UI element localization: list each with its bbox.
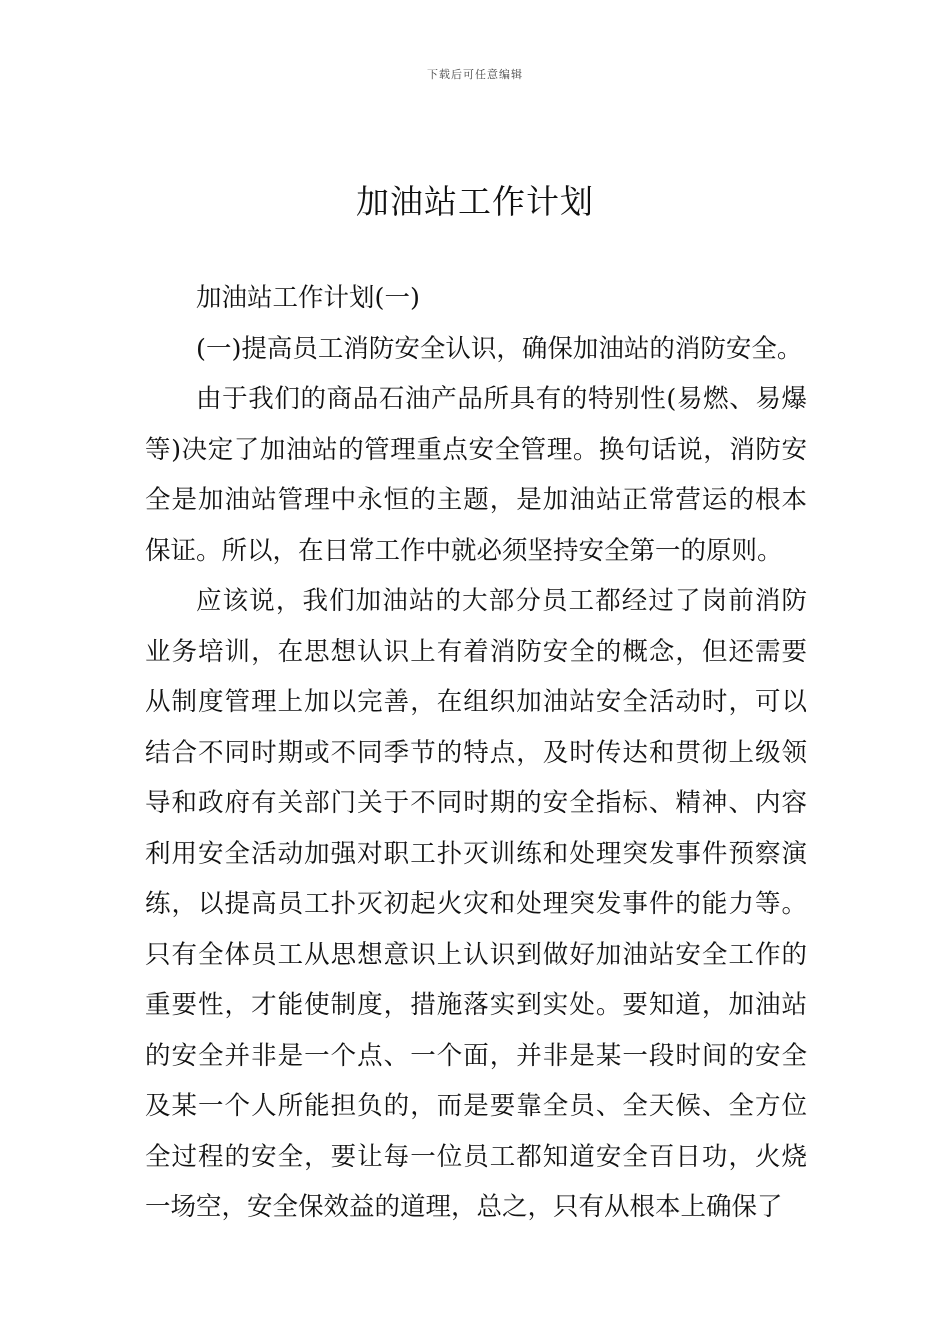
document-title: 加油站工作计划: [356, 182, 594, 221]
body-paragraph: 由于我们的商品石油产品所具有的特别性(易燃、易爆等)决定了加油站的管理重点安全管理。换句话说，消防安全是加油站管理中永恒的主题，是加油站正常营运的根本保证。所以，在日常工作中就必须坚持安全第一的原则。: [145, 384, 807, 566]
header-note: 下载后可任意编辑: [427, 68, 523, 81]
document-body: [145, 273, 807, 1233]
subsection-heading: (一)提高员工消防安全认识，确保加油站的消防安全。: [196, 333, 803, 364]
section-heading: 加油站工作计划(一): [196, 283, 420, 313]
body-paragraph: 应该说，我们加油站的大部分员工都经过了岗前消防业务培训，在思想认识上有着消防安全的概念，但还需要从制度管理上加以完善，在组织加油站安全活动时，可以结合不同时期或不同季节的特点，及时传达和贯彻上级领导和政府有关部门关于不同时期的安全指标、精神、内容利用安全活动加强对职工扑灭训练和处理突发事件预察演练，以提高员工扑灭初起火灾和处理突发事件的能力等。只有全体员工从思想意识上认识到做好加油站安全工作的重要性，才能使制度，措施落实到实处。要知道，加油站的安全并非是一个点、一个面，并非是某一段时间的安全及某一个人所能担负的，而是要靠全员、全天候、全方位全过程的安全，要让每一位员工都知道安全百日功，火烧一场空，安全保效益的道理，总之，只有从根本上确保了: [145, 586, 807, 1222]
